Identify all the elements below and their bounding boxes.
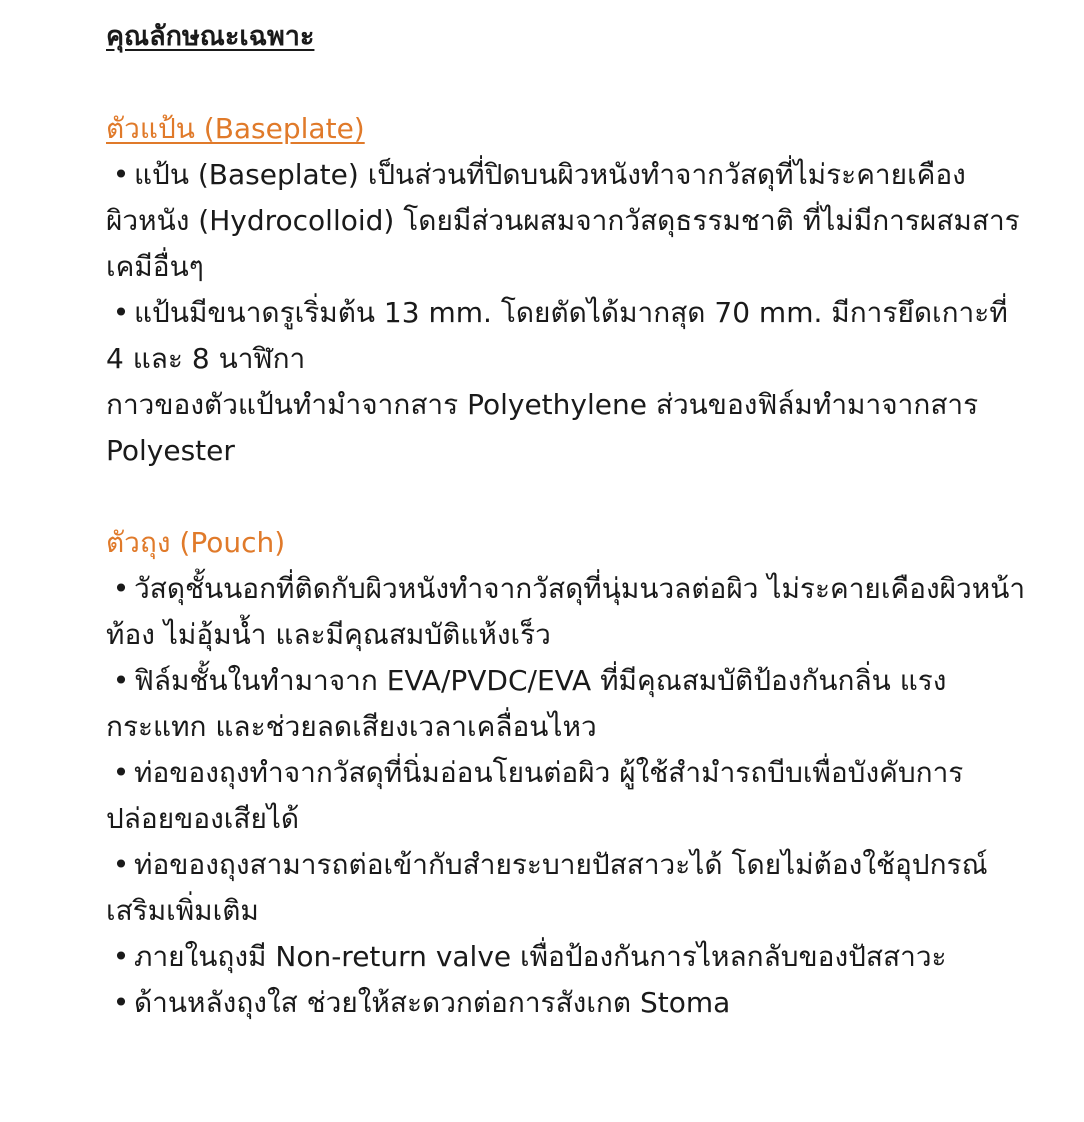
bullet-icon: • [112,940,130,973]
pouch-heading: ตัวถุง (Pouch) [106,526,286,559]
pouch-bullet-1-text: วัสดุชั้นนอกที่ติดกับผิวหนังทำจากวัสดุที่นุ่มนวลต่อผิว ไม่ระคายเคืองผิวหน้าท้อง ไม่อุ้มน้ำ และมีคุณสมบัติแห้งเร็ว [106,572,1026,651]
pouch-bullet-6-text: ด้านหลังถุงใส ช่วยให้สะดวกต่อการสังเกต Stoma [134,986,731,1019]
pouch-bullet-2 [106,658,1026,750]
bullet-icon: • [112,572,130,605]
specification-content [106,14,1026,1026]
bullet-icon: • [112,756,130,789]
bullet-icon: • [112,848,130,881]
pouch-bullet-6 [106,980,1026,1026]
baseplate-bullet-2-text: แป้นมีขนาดรูเริ่มต้น 13 mm. โดยตัดได้มากสุด 70 mm. มีการยึดเกาะที่ 4 และ 8 นาฬิกา [106,296,1008,375]
baseplate-bullet-1-text: แป้น (Baseplate) เป็นส่วนที่ปิดบนผิวหนังทำจากวัสดุที่ไม่ระคายเคืองผิวหนัง (Hydrocolloid) โดยมีส่วนผสมจากวัสดุธรรมชาติ ที่ไม่มีการผสมสารเคมีอื่นๆ [106,158,1020,283]
bullet-icon: • [112,158,130,191]
bullet-icon: • [112,664,130,697]
page-title: คุณลักษณะเฉพาะ [106,21,315,52]
pouch-bullet-5 [106,934,1026,980]
baseplate-line-3: กาวของตัวแป้นทำมำจากสาร Polyethylene ส่วนของฟิล์มทำมาจากสาร Polyester [106,388,979,467]
pouch-bullet-4 [106,842,1026,934]
spacer [106,474,1026,520]
pouch-bullet-4-text: ท่อของถุงสามารถต่อเข้ากับสำยระบายปัสสาวะได้ โดยไม่ต้องใช้อุปกรณ์เสริมเพิ่มเติม [106,848,988,927]
pouch-bullet-2-text: ฟิล์มชั้นในทำมาจาก EVA/PVDC/EVA ที่มีคุณสมบัติป้องกันกลิ่น แรงกระแทก และช่วยลดเสียงเวลาเคลื่อนไหว [106,664,947,743]
pouch-bullet-3 [106,750,1026,842]
baseplate-heading[interactable]: ตัวแป้น (Baseplate) [106,112,365,145]
spacer [106,60,1026,106]
baseplate-bullet-2 [106,290,1026,382]
pouch-bullet-5-text: ภายในถุงมี Non-return valve เพื่อป้องกันการไหลกลับของปัสสาวะ [134,940,947,973]
bullet-icon: • [112,986,130,1019]
baseplate-bullet-1 [106,152,1026,290]
pouch-bullet-1 [106,566,1026,658]
bullet-icon: • [112,296,130,329]
pouch-bullet-3-text: ท่อของถุงทำจากวัสดุที่นิ่มอ่อนโยนต่อผิว ผู้ใช้สำมำรถบีบเพื่อบังคับการปล่อยของเสียได้ [106,756,964,835]
